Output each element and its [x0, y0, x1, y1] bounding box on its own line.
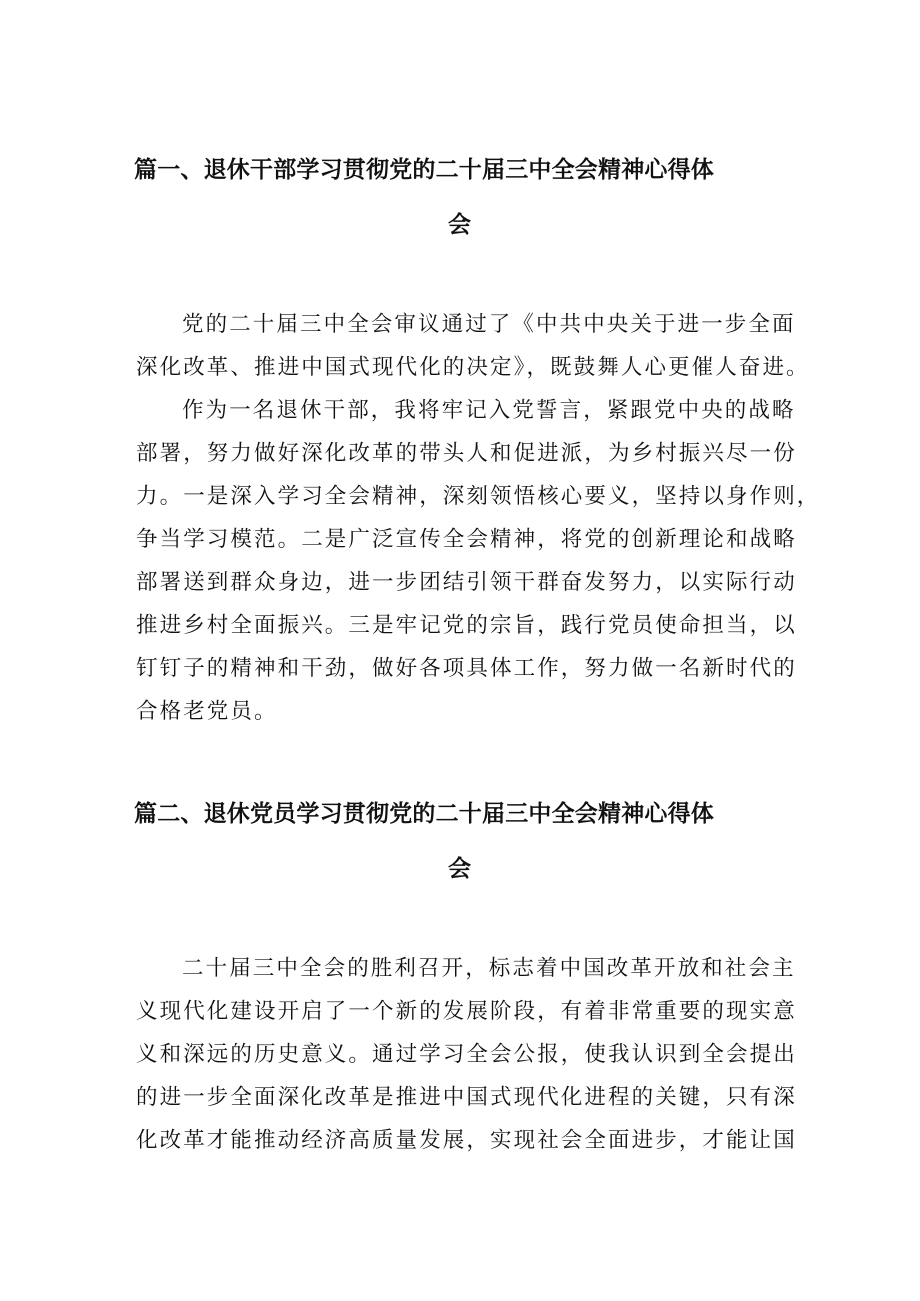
section-2-heading-line-2: 会	[448, 856, 471, 882]
section-2-paragraph-line: 的进一步全面深化改革是推进中国式现代化进程的关键，只有深	[136, 1085, 797, 1110]
section-1-paragraph-line: 部署，努力做好深化改革的带头人和促进派，为乡村振兴尽一份	[136, 441, 797, 466]
section-1-paragraph-line: 合格老党员。	[136, 699, 278, 724]
section-1-paragraph-line: 作为一名退休干部，我将牢记入党誓言，紧跟党中央的战略	[182, 398, 796, 423]
section-1-paragraph-line: 争当学习模范。二是广泛宣传全会精神，将党的创新理论和战略	[136, 527, 797, 552]
section-2-paragraph-line: 义现代化建设开启了一个新的发展阶段，有着非常重要的现实意	[136, 999, 797, 1024]
section-1-paragraph-line: 深化改革、推进中国式现代化的决定》，既鼓舞人心更催人奋进。	[136, 355, 810, 380]
section-2-paragraph-line: 化改革才能推动经济高质量发展，实现社会全面进步，才能让国	[136, 1128, 797, 1153]
section-1-paragraph-line: 力。一是深入学习全会精神，深刻领悟核心要义，坚持以身作则，	[136, 484, 821, 509]
section-1-paragraph-line: 钉钉子的精神和干劲，做好各项具体工作，努力做一名新时代的	[136, 656, 797, 681]
section-1-heading-line-2: 会	[448, 212, 471, 238]
section-1-heading-line-1: 篇一、退休干部学习贯彻党的二十届三中全会精神心得体	[134, 157, 714, 183]
section-1-paragraph-line: 部署送到群众身边，进一步团结引领干群奋发努力，以实际行动	[136, 570, 797, 595]
section-1-paragraph-line: 党的二十届三中全会审议通过了《中共中央关于进一步全面	[182, 312, 796, 337]
section-2-heading-line-1: 篇二、退休党员学习贯彻党的二十届三中全会精神心得体	[134, 801, 714, 827]
section-2-paragraph-line: 二十届三中全会的胜利召开，标志着中国改革开放和社会主	[182, 956, 796, 981]
section-1-paragraph-line: 推进乡村全面振兴。三是牢记党的宗旨，践行党员使命担当，以	[136, 613, 797, 638]
section-2-paragraph-line: 义和深远的历史意义。通过学习全会公报，使我认识到全会提出	[136, 1042, 797, 1067]
